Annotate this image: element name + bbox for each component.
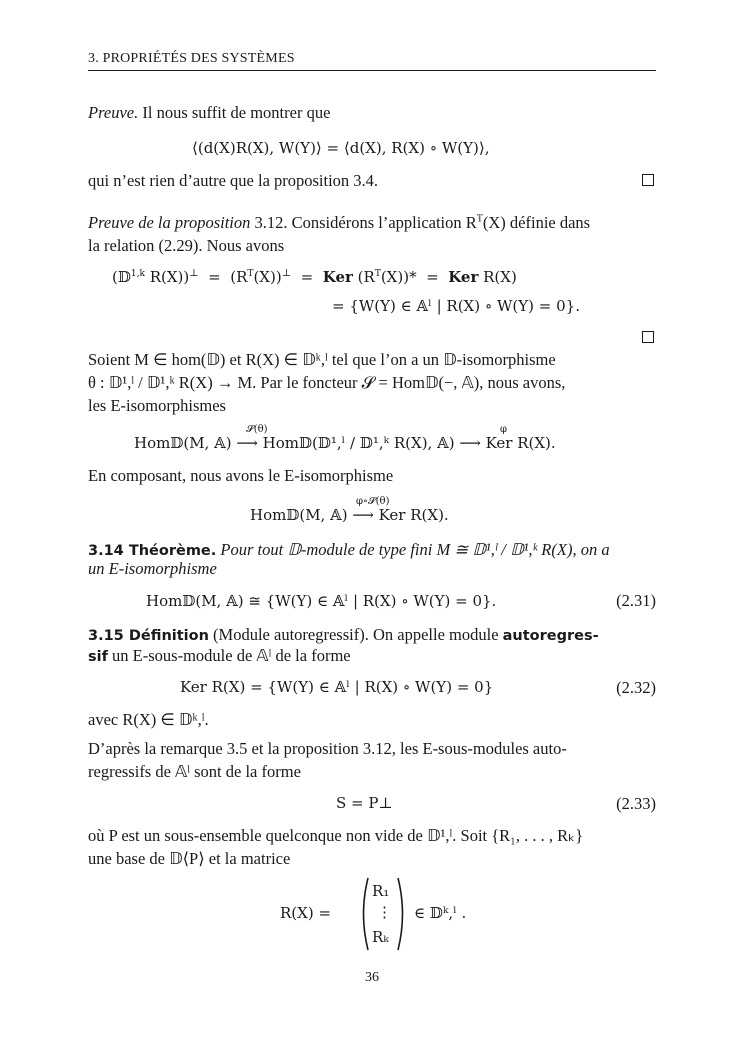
equation-2-31: Hom𝔻(M, 𝔸) ≅ {W(Y) ∈ 𝔸ˡ | R(X) ∘ W(Y) = 0}. xyxy=(146,592,497,610)
equation-inner-product: ⟨(d(X)R(X), W(Y)⟩ = ⟨d(X), R(X) ∘ W(Y)⟩, xyxy=(192,139,490,157)
running-header: 3. PROPRIÉTÉS DES SYSTÈMES xyxy=(88,51,295,66)
text-line: D’après la remarque 3.5 et la proposition 3.12, les E-sous-modules auto- xyxy=(88,739,567,758)
eq-ker: Ker xyxy=(322,268,353,286)
eq-sup: ⊥ xyxy=(189,268,199,279)
definition-text: On appelle module xyxy=(372,625,499,644)
eq-sup: 1,k xyxy=(130,269,145,279)
theorem-line1 xyxy=(88,540,656,560)
equation-2-33: S = P⊥ xyxy=(336,794,393,812)
definition-line2 xyxy=(88,646,656,666)
matrix-entry: ⋮ xyxy=(377,903,392,921)
definition-after: avec R(X) ∈ 𝔻ᵏ,ˡ. xyxy=(88,710,209,729)
theorem-label: 3.14 Théorème. xyxy=(88,543,217,559)
definition-paren: (Module autoregressif). xyxy=(213,625,369,644)
text-line: les E-isomorphismes xyxy=(88,396,226,415)
equation-number: (2.33) xyxy=(616,794,656,813)
proof-conclusion: qui n’est rien d’autre que la proposition 3.4. xyxy=(88,171,379,190)
eq-sup: T xyxy=(374,269,381,279)
proof-prop-tail: (X) définie dans xyxy=(482,213,591,232)
equation-number: (2.31) xyxy=(616,591,656,610)
left-paren xyxy=(364,878,369,950)
eq-ker: Ker xyxy=(448,268,479,286)
equation-orthogonal xyxy=(112,268,517,286)
eq-part: (X))* = xyxy=(380,268,449,286)
text-line: une base de 𝔻⟨P⟩ et la matrice xyxy=(88,849,291,868)
arrow-label: 𝓢(θ) xyxy=(246,424,268,435)
eq-part: (R xyxy=(352,268,375,286)
eq-part: (𝔻 xyxy=(112,268,131,286)
eq-part: = xyxy=(291,268,323,286)
theorem-text: Pour tout 𝔻-module de type fini M ≅ 𝔻¹,ˡ / 𝔻¹,ᵏ R(X), on a xyxy=(220,540,610,559)
definition-label: 3.15 Définition xyxy=(88,628,209,644)
eq-part: R(X) xyxy=(478,268,517,286)
text-line: regressifs de 𝔸ˡ sont de la forme xyxy=(88,762,301,781)
qed-box xyxy=(642,331,654,343)
page-number: 36 xyxy=(365,970,379,985)
text-line: où P est un sous-ensemble quelconque non vide de 𝔻¹,ˡ. Soit {R₁, . . . , Rₖ} xyxy=(88,826,584,845)
equation-2-32: Ker R(X) = {W(Y) ∈ 𝔸ˡ | R(X) ∘ W(Y) = 0} xyxy=(180,678,494,696)
proof-prop-text: 3.12. Considérons l’application R xyxy=(254,213,477,232)
proof-label: Preuve. xyxy=(88,103,139,122)
theorem-line2: un E-isomorphisme xyxy=(88,559,217,578)
proof-prop-line2: la relation (2.29). Nous avons xyxy=(88,236,285,255)
matrix-rhs: ∈ 𝔻ᵏ,ˡ . xyxy=(414,904,467,922)
text-line: Soient M ∈ hom(𝔻) et R(X) ∈ 𝔻ᵏ,ˡ tel que l’on a un 𝔻-isomorphisme xyxy=(88,350,556,369)
proof-intro: Il nous suffit de montrer que xyxy=(142,103,331,122)
equation-number: (2.32) xyxy=(616,678,656,697)
arrow-label: φ xyxy=(500,424,508,435)
text-line: θ : 𝔻¹,ˡ / 𝔻¹,ᵏ R(X) → M. Par le foncteur 𝓢 = Hom𝔻(−, 𝔸), nous avons, xyxy=(88,373,566,392)
eq-part: R(X)) xyxy=(144,268,190,286)
arrow-label: φ∘𝓢(θ) xyxy=(356,496,390,507)
eq-part: (X)) xyxy=(253,268,282,286)
matrix-lhs: R(X) = xyxy=(280,904,332,922)
matrix-entry: R₁ xyxy=(372,882,390,900)
proof-prop-label: Preuve de la proposition xyxy=(88,213,251,232)
sup-t: T xyxy=(476,213,483,225)
eq-sup: T xyxy=(247,269,254,279)
proof-line xyxy=(88,103,656,123)
definition-text: un E-sous-module de 𝔸ˡ de la forme xyxy=(112,646,351,665)
proof-prop-line1 xyxy=(88,213,656,233)
eq-part: = (R xyxy=(198,268,248,286)
qed-box xyxy=(642,174,654,186)
right-paren xyxy=(398,878,403,950)
definition-term: autoregres- xyxy=(502,628,599,644)
equation-composed: Hom𝔻(M, 𝔸) ⟶ Ker R(X). xyxy=(250,506,449,524)
matrix-entry: Rₖ xyxy=(372,928,389,946)
header-rule xyxy=(88,70,656,71)
definition-line1 xyxy=(88,625,656,645)
definition-term: sif xyxy=(88,649,108,665)
eq-sup: ⊥ xyxy=(281,268,292,279)
equation-kernel-set: = {W(Y) ∈ 𝔸ˡ | R(X) ∘ W(Y) = 0}. xyxy=(332,297,580,315)
equation-hom-chain: Hom𝔻(M, 𝔸) ⟶ Hom𝔻(𝔻¹,ˡ / 𝔻¹,ᵏ R(X), 𝔸) ⟶ Ker R(X). xyxy=(134,434,556,452)
text-line: En composant, nous avons le E-isomorphisme xyxy=(88,466,394,485)
